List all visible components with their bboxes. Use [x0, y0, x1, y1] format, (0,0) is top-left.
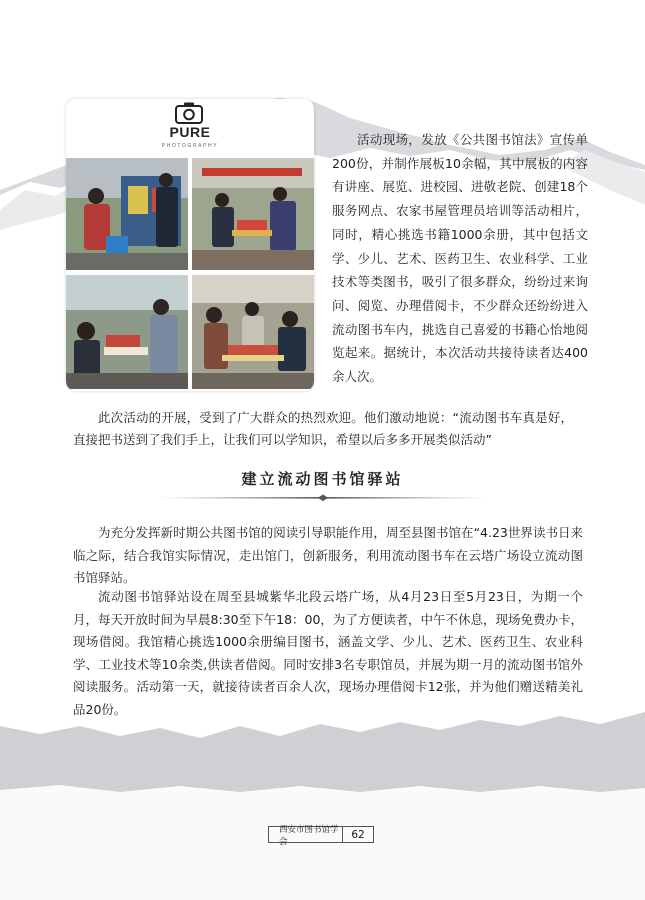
photo-readers-browsing [192, 275, 314, 389]
logo-subtitle: PHOTOGRAPHY [161, 143, 219, 149]
camera-icon [174, 101, 204, 125]
public-response-paragraph: 此次活动的开展，受到了广大群众的热烈欢迎。他们激动地说：“流动图书车真是好，直接把书送到了我们手上，让我们可以学知识，希望以后多多开展类似活动” [73, 410, 573, 447]
photo-collage [66, 99, 314, 391]
section-intro-paragraph: 为充分发挥新时期公共图书馆的阅读引导职能作用，周至县图书馆在“4.23世界读书日来临之际，结合我馆实际情况，走出馆门，创新服务，利用流动图书车在云塔广场设立流动图书馆驿站。 [73, 525, 583, 586]
photo-reading-van-visitors [66, 158, 188, 270]
page-footer [268, 824, 374, 847]
section-details-paragraph: 流动图书馆驿站设在周至县城紫华北段云塔广场，从4月23日至5月23日，为期一个月，每天开放时间为早晨8:30至下午18：00，为了方便读者，中午不休息，现场免费办卡，现场借阅。我馆精心挑选1000余册编目图书，涵盖文学、少儿、艺术、医药卫生、农业科学、工业技术等10余类,供读者借阅。同时安排3名专职馆员，并展为期一月的流动图书馆外阅读服务。活动第一天，就接待读者百余人次，现场办理借阅卡12张，并为他们赠送精美礼品20份。 [73, 589, 583, 717]
photo-book-counter [192, 158, 314, 270]
section-title: 建立流动图书馆驿站 [241, 470, 404, 488]
footer-organization: 西安市图书馆学会 [279, 824, 339, 847]
activity-report-paragraph: 活动现场，发放《公共图书馆法》宣传单200份，并制作展板10余幅，其中展板的内容有讲座、展览、进校园、进敬老院、创建18个服务网点、农家书屋管理员培训等活动相片，同时，精心挑选书籍1000余册，其中包括文学、少儿、艺术、医药卫生、农业科学、工业技术等类图书，吸引了很多群众，纷纷过来询问、阅览、办理借阅卡，不少群众还纷纷进入流动图书车内，挑选自己喜爱的书籍心怡地阅览起来。据统计，本次活动共接待读者达400余人次。 [332, 132, 588, 385]
page-number: 62 [342, 827, 373, 842]
section-divider [158, 493, 488, 503]
photo-library-card-desk [66, 275, 188, 389]
logo-title: PURE [169, 124, 211, 140]
